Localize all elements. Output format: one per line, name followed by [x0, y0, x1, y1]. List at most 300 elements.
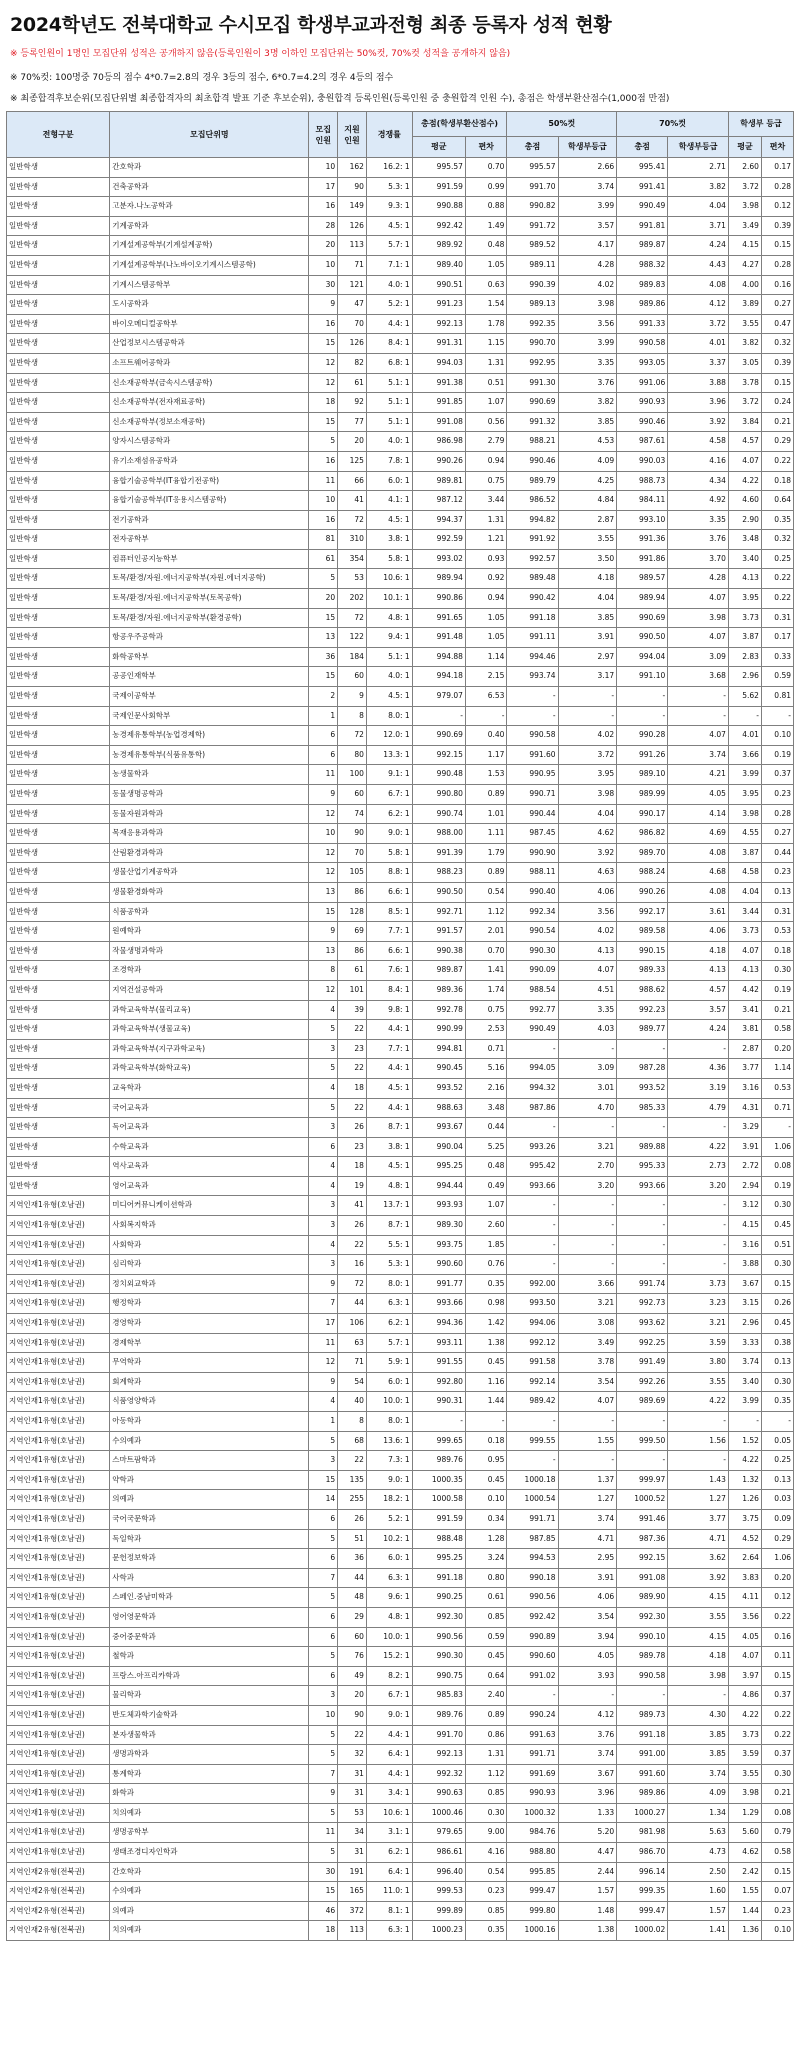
cell-50-grade: 3.21	[558, 1294, 617, 1314]
cell-grade-dev: 0.38	[761, 1333, 793, 1353]
cell-grade-dev: 0.35	[761, 510, 793, 530]
cell-50-grade: 4.71	[558, 1529, 617, 1549]
cell-grade-dev: 0.30	[761, 1764, 793, 1784]
cell-total-avg: 999.65	[412, 1431, 465, 1451]
cell-total-dev: 3.44	[465, 491, 507, 511]
cell-50-grade: -	[558, 1118, 617, 1138]
cell-70-total: 992.30	[617, 1607, 668, 1627]
cell-50-total: 989.48	[507, 569, 558, 589]
cell-total-dev: 1.38	[465, 1333, 507, 1353]
cell-70-grade: 1.57	[668, 1901, 729, 1921]
cell-total-dev: 0.45	[465, 1353, 507, 1373]
cell-50-total: 989.42	[507, 1392, 558, 1412]
cell-total-dev: 1.05	[465, 255, 507, 275]
cell-grade-dev: 0.39	[761, 353, 793, 373]
table-row	[7, 275, 794, 295]
cell-competition-rate: 6.2: 1	[366, 1314, 412, 1334]
cell-total-avg: 993.11	[412, 1333, 465, 1353]
cell-70-total: -	[617, 1118, 668, 1138]
cell-total-dev: 0.71	[465, 1039, 507, 1059]
table-row	[7, 393, 794, 413]
cell-total-dev: 0.35	[465, 1274, 507, 1294]
cell-quota: 16	[309, 451, 338, 471]
cell-total-avg: 995.25	[412, 1157, 465, 1177]
cell-unit-name: 전기공학과	[110, 510, 309, 530]
table-row	[7, 882, 794, 902]
cell-total-dev: 0.30	[465, 1803, 507, 1823]
cell-admission-type: 일반학생	[7, 471, 110, 491]
cell-unit-name: 독일학과	[110, 1529, 309, 1549]
cell-50-total: 990.46	[507, 451, 558, 471]
cell-grade-avg: 3.82	[728, 334, 761, 354]
cell-applicants: 121	[338, 275, 367, 295]
cell-unit-name: 문헌정보학과	[110, 1549, 309, 1569]
cell-grade-avg: 3.89	[728, 295, 761, 315]
cell-quota: 5	[309, 1431, 338, 1451]
cell-50-total: 993.74	[507, 667, 558, 687]
cell-total-dev: 2.15	[465, 667, 507, 687]
cell-unit-name: 역사교육과	[110, 1157, 309, 1177]
cell-total-avg: 993.93	[412, 1196, 465, 1216]
cell-quota: 6	[309, 1627, 338, 1647]
cell-admission-type: 지역인재1유형(호남권)	[7, 1353, 110, 1373]
col-total-avg: 평균	[412, 137, 465, 158]
cell-admission-type: 일반학생	[7, 451, 110, 471]
cell-70-grade: -	[668, 1196, 729, 1216]
cell-total-avg: 1000.58	[412, 1490, 465, 1510]
cell-70-grade: 4.92	[668, 491, 729, 511]
table-row	[7, 745, 794, 765]
cell-grade-avg: 1.36	[728, 1921, 761, 1941]
cell-competition-rate: 4.8: 1	[366, 1176, 412, 1196]
table-row	[7, 451, 794, 471]
cell-competition-rate: 6.2: 1	[366, 1843, 412, 1863]
cell-admission-type: 일반학생	[7, 314, 110, 334]
cell-grade-avg: 3.83	[728, 1568, 761, 1588]
cell-grade-dev: 0.16	[761, 275, 793, 295]
table-row	[7, 1588, 794, 1608]
cell-50-grade: 3.09	[558, 1059, 617, 1079]
cell-quota: 1	[309, 1412, 338, 1432]
table-row	[7, 1843, 794, 1863]
cell-grade-avg: 3.99	[728, 765, 761, 785]
cell-50-total: 990.54	[507, 922, 558, 942]
cell-quota: 20	[309, 236, 338, 256]
cell-quota: 5	[309, 1059, 338, 1079]
cell-grade-dev: 0.19	[761, 745, 793, 765]
cell-70-total: -	[617, 1412, 668, 1432]
cell-total-avg: 989.92	[412, 236, 465, 256]
cell-quota: 6	[309, 1137, 338, 1157]
cell-50-total: 992.00	[507, 1274, 558, 1294]
cell-70-grade: 1.56	[668, 1431, 729, 1451]
cell-grade-dev: 0.23	[761, 863, 793, 883]
cell-70-total: 991.18	[617, 1725, 668, 1745]
cell-total-avg: 991.31	[412, 334, 465, 354]
cell-grade-avg: 3.98	[728, 197, 761, 217]
cell-50-total: 990.56	[507, 1588, 558, 1608]
cell-grade-avg: 4.57	[728, 432, 761, 452]
cell-competition-rate: 7.3: 1	[366, 1451, 412, 1471]
cell-grade-avg: 4.13	[728, 961, 761, 981]
cell-total-avg: 990.26	[412, 451, 465, 471]
cell-grade-avg: 4.86	[728, 1686, 761, 1706]
table-header	[7, 112, 794, 158]
cell-unit-name: 행정학과	[110, 1294, 309, 1314]
cell-applicants: 68	[338, 1431, 367, 1451]
cell-70-grade: 3.77	[668, 1509, 729, 1529]
cell-70-total: 989.87	[617, 236, 668, 256]
table-row	[7, 1294, 794, 1314]
cell-unit-name: 동물자원과학과	[110, 804, 309, 824]
cell-50-grade: 4.07	[558, 1392, 617, 1412]
cell-50-total: 992.34	[507, 902, 558, 922]
cell-50-grade: 3.35	[558, 353, 617, 373]
cell-unit-name: 수의예과	[110, 1882, 309, 1902]
cell-grade-avg: 1.32	[728, 1470, 761, 1490]
cell-70-total: 991.33	[617, 314, 668, 334]
cell-admission-type: 지역인재1유형(호남권)	[7, 1588, 110, 1608]
cell-applicants: 125	[338, 451, 367, 471]
cell-applicants: 53	[338, 1803, 367, 1823]
cell-total-avg: 986.98	[412, 432, 465, 452]
cell-unit-name: 산림환경과학과	[110, 843, 309, 863]
table-row	[7, 353, 794, 373]
cell-70-grade: 4.12	[668, 295, 729, 315]
cell-50-total: 987.85	[507, 1529, 558, 1549]
cell-quota: 1	[309, 706, 338, 726]
cell-50-grade: 3.94	[558, 1627, 617, 1647]
cell-50-total: 1000.16	[507, 1921, 558, 1941]
cell-grade-avg: 3.73	[728, 1725, 761, 1745]
cell-unit-name: 양자시스템공학과	[110, 432, 309, 452]
cell-50-total: -	[507, 1235, 558, 1255]
cell-grade-dev: 0.10	[761, 726, 793, 746]
col-applicants: 지원 인원	[338, 112, 367, 158]
cell-grade-dev: 0.32	[761, 334, 793, 354]
cell-grade-dev: 0.20	[761, 1039, 793, 1059]
cell-50-grade: 3.21	[558, 1137, 617, 1157]
cell-admission-type: 일반학생	[7, 255, 110, 275]
cell-70-total: 1000.27	[617, 1803, 668, 1823]
cell-grade-dev: 0.07	[761, 1882, 793, 1902]
cell-70-total: 990.49	[617, 197, 668, 217]
table-row	[7, 824, 794, 844]
cell-quota: 5	[309, 1725, 338, 1745]
cell-total-avg: 992.80	[412, 1372, 465, 1392]
cell-50-total: 988.21	[507, 432, 558, 452]
cell-competition-rate: 5.5: 1	[366, 1235, 412, 1255]
cell-50-total: 999.55	[507, 1431, 558, 1451]
cell-50-grade: 1.48	[558, 1901, 617, 1921]
table-row	[7, 1764, 794, 1784]
cell-70-total: -	[617, 687, 668, 707]
cell-admission-type: 일반학생	[7, 432, 110, 452]
cell-grade-dev: 0.15	[761, 373, 793, 393]
cell-grade-avg: 4.01	[728, 726, 761, 746]
cell-70-total: 992.17	[617, 902, 668, 922]
cell-70-grade: 4.18	[668, 1647, 729, 1667]
cell-grade-dev: 0.51	[761, 1235, 793, 1255]
cell-unit-name: 지역건설공학과	[110, 980, 309, 1000]
cell-70-total: 989.69	[617, 1392, 668, 1412]
cell-50-grade: 2.44	[558, 1862, 617, 1882]
cell-unit-name: 신소재공학부(정보소재공학)	[110, 412, 309, 432]
cell-grade-avg: 2.64	[728, 1549, 761, 1569]
cell-applicants: 165	[338, 1882, 367, 1902]
cell-grade-dev: 0.32	[761, 530, 793, 550]
cell-50-total: 990.30	[507, 941, 558, 961]
cell-quota: 6	[309, 745, 338, 765]
cell-total-dev: 0.45	[465, 1647, 507, 1667]
cell-competition-rate: 10.0: 1	[366, 1627, 412, 1647]
cell-50-grade: 3.08	[558, 1314, 617, 1334]
cell-unit-name: 아동학과	[110, 1412, 309, 1432]
cell-50-grade: -	[558, 1196, 617, 1216]
cell-50-total: 1000.18	[507, 1470, 558, 1490]
cell-70-total: 990.69	[617, 608, 668, 628]
cell-quota: 9	[309, 922, 338, 942]
cell-unit-name: 분자생물학과	[110, 1725, 309, 1745]
cell-unit-name: 무역학과	[110, 1353, 309, 1373]
cell-50-total: 990.69	[507, 393, 558, 413]
cell-total-dev: 1.28	[465, 1529, 507, 1549]
cell-applicants: 86	[338, 941, 367, 961]
cell-50-total: 987.86	[507, 1098, 558, 1118]
cell-70-total: -	[617, 1039, 668, 1059]
cell-grade-dev: 0.21	[761, 412, 793, 432]
cell-grade-dev: 0.08	[761, 1803, 793, 1823]
cell-70-total: 989.83	[617, 275, 668, 295]
cell-admission-type: 일반학생	[7, 216, 110, 236]
cell-70-total: 991.86	[617, 549, 668, 569]
cell-unit-name: 융합기술공학부(IT응용시스템공학)	[110, 491, 309, 511]
cell-quota: 12	[309, 843, 338, 863]
cell-grade-avg: 3.87	[728, 628, 761, 648]
cell-50-grade: 3.78	[558, 1353, 617, 1373]
cell-total-avg: 990.51	[412, 275, 465, 295]
cell-70-total: 990.26	[617, 882, 668, 902]
cell-50-total: 986.52	[507, 491, 558, 511]
cell-50-grade: 2.70	[558, 1157, 617, 1177]
cell-grade-avg: 3.72	[728, 177, 761, 197]
cell-admission-type: 지역인재1유형(호남권)	[7, 1823, 110, 1843]
cell-70-grade: 3.19	[668, 1078, 729, 1098]
cell-unit-name: 소프트웨어공학과	[110, 353, 309, 373]
cell-total-dev: 0.92	[465, 569, 507, 589]
cell-50-grade: 4.53	[558, 432, 617, 452]
cell-grade-dev: 1.06	[761, 1137, 793, 1157]
cell-grade-avg: 1.52	[728, 1431, 761, 1451]
cell-total-dev: 0.86	[465, 1725, 507, 1745]
cell-grade-avg: 4.11	[728, 1588, 761, 1608]
cell-quota: 12	[309, 804, 338, 824]
cell-grade-dev: 0.15	[761, 1666, 793, 1686]
table-row	[7, 1627, 794, 1647]
table-row	[7, 1372, 794, 1392]
cell-applicants: 41	[338, 1196, 367, 1216]
cell-70-grade: 3.73	[668, 1274, 729, 1294]
cell-competition-rate: 6.3: 1	[366, 1921, 412, 1941]
cell-50-total: 988.80	[507, 1843, 558, 1863]
cell-50-grade: 3.20	[558, 1176, 617, 1196]
cell-total-dev: 2.60	[465, 1216, 507, 1236]
cell-applicants: 72	[338, 608, 367, 628]
cell-70-total: 992.73	[617, 1294, 668, 1314]
cell-quota: 61	[309, 549, 338, 569]
cell-admission-type: 지역인재1유형(호남권)	[7, 1764, 110, 1784]
cell-total-dev: 0.80	[465, 1568, 507, 1588]
cell-competition-rate: 10.6: 1	[366, 1803, 412, 1823]
cell-competition-rate: 6.7: 1	[366, 785, 412, 805]
cell-70-grade: 3.82	[668, 177, 729, 197]
cell-70-grade: 3.96	[668, 393, 729, 413]
cell-grade-avg: 1.55	[728, 1882, 761, 1902]
cell-total-dev: 1.01	[465, 804, 507, 824]
cell-50-grade: 3.92	[558, 843, 617, 863]
cell-admission-type: 일반학생	[7, 197, 110, 217]
cell-unit-name: 통계학과	[110, 1764, 309, 1784]
cell-quota: 3	[309, 1196, 338, 1216]
cell-70-total: 991.41	[617, 177, 668, 197]
cell-competition-rate: 7.7: 1	[366, 1039, 412, 1059]
cell-competition-rate: 9.6: 1	[366, 1588, 412, 1608]
cell-grade-avg: 3.95	[728, 785, 761, 805]
cell-competition-rate: 15.2: 1	[366, 1647, 412, 1667]
cell-50-total: 992.12	[507, 1333, 558, 1353]
cell-total-avg: 991.55	[412, 1353, 465, 1373]
cell-admission-type: 일반학생	[7, 824, 110, 844]
cell-70-grade: 3.62	[668, 1549, 729, 1569]
cell-quota: 16	[309, 510, 338, 530]
cell-unit-name: 농경제유통학부(농업경제학)	[110, 726, 309, 746]
cell-total-avg: 990.86	[412, 589, 465, 609]
cell-50-total: 990.44	[507, 804, 558, 824]
table-row	[7, 1862, 794, 1882]
table-row	[7, 412, 794, 432]
cell-70-grade: 3.59	[668, 1333, 729, 1353]
cell-50-grade: 3.99	[558, 197, 617, 217]
cell-competition-rate: 6.8: 1	[366, 353, 412, 373]
cell-70-total: 988.62	[617, 980, 668, 1000]
cell-admission-type: 지역인재2유형(전북권)	[7, 1901, 110, 1921]
cell-admission-type: 지역인재1유형(호남권)	[7, 1314, 110, 1334]
cell-competition-rate: 4.1: 1	[366, 491, 412, 511]
cell-70-total: 987.61	[617, 432, 668, 452]
cell-admission-type: 일반학생	[7, 863, 110, 883]
cell-unit-name: 건축공학과	[110, 177, 309, 197]
cell-unit-name: 간호학과	[110, 158, 309, 178]
cell-quota: 12	[309, 373, 338, 393]
cell-quota: 15	[309, 902, 338, 922]
cell-grade-avg: 3.49	[728, 216, 761, 236]
cell-admission-type: 지역인재1유형(호남권)	[7, 1196, 110, 1216]
cell-applicants: 22	[338, 1725, 367, 1745]
cell-total-dev: 0.34	[465, 1509, 507, 1529]
cell-50-total: 991.02	[507, 1666, 558, 1686]
table-row	[7, 569, 794, 589]
cell-grade-dev: 0.23	[761, 1901, 793, 1921]
cell-total-avg: 989.76	[412, 1451, 465, 1471]
cell-70-grade: 4.69	[668, 824, 729, 844]
cell-grade-dev: 0.20	[761, 1568, 793, 1588]
cell-unit-name: 기계설계공학부(기계설계공학)	[110, 236, 309, 256]
cell-competition-rate: 3.8: 1	[366, 1137, 412, 1157]
cell-70-total: 990.50	[617, 628, 668, 648]
cell-50-grade: 4.84	[558, 491, 617, 511]
cell-70-grade: 3.85	[668, 1725, 729, 1745]
cell-admission-type: 지역인재1유형(호남권)	[7, 1294, 110, 1314]
cell-50-total: -	[507, 706, 558, 726]
cell-50-total: 987.45	[507, 824, 558, 844]
cell-50-grade: 3.56	[558, 314, 617, 334]
cell-unit-name: 과학교육학부(화학교육)	[110, 1059, 309, 1079]
cell-total-avg: 989.76	[412, 1705, 465, 1725]
cell-admission-type: 일반학생	[7, 608, 110, 628]
cell-grade-avg: 1.44	[728, 1901, 761, 1921]
cell-70-grade: 3.55	[668, 1607, 729, 1627]
cell-quota: 6	[309, 726, 338, 746]
cell-unit-name: 교육학과	[110, 1078, 309, 1098]
cell-grade-avg: 3.41	[728, 1000, 761, 1020]
cell-50-grade: 3.99	[558, 334, 617, 354]
cell-50-total: 993.50	[507, 1294, 558, 1314]
cell-total-dev: 0.40	[465, 726, 507, 746]
table-row	[7, 1607, 794, 1627]
cell-applicants: 20	[338, 1686, 367, 1706]
cell-70-total: 991.06	[617, 373, 668, 393]
cell-quota: 2	[309, 687, 338, 707]
results-table	[6, 111, 794, 1941]
cell-grade-avg: 4.00	[728, 275, 761, 295]
cell-admission-type: 일반학생	[7, 334, 110, 354]
cell-50-grade: 3.57	[558, 216, 617, 236]
cell-total-dev: 0.99	[465, 177, 507, 197]
cell-competition-rate: 5.9: 1	[366, 1353, 412, 1373]
cell-competition-rate: 4.0: 1	[366, 432, 412, 452]
cell-total-avg: 991.23	[412, 295, 465, 315]
cell-admission-type: 일반학생	[7, 491, 110, 511]
cell-quota: 81	[309, 530, 338, 550]
cell-70-total: 989.99	[617, 785, 668, 805]
cell-admission-type: 지역인재1유형(호남권)	[7, 1255, 110, 1275]
cell-competition-rate: 5.7: 1	[366, 1333, 412, 1353]
cell-unit-name: 미디어커뮤니케이션학과	[110, 1196, 309, 1216]
cell-unit-name: 수학교육과	[110, 1137, 309, 1157]
cell-grade-avg: 3.55	[728, 314, 761, 334]
cell-total-dev: 1.41	[465, 961, 507, 981]
table-row	[7, 1509, 794, 1529]
cell-total-avg: 987.12	[412, 491, 465, 511]
cell-70-total: 990.46	[617, 412, 668, 432]
cell-70-total: 991.26	[617, 745, 668, 765]
cell-total-avg: 990.75	[412, 1666, 465, 1686]
cell-quota: 3	[309, 1255, 338, 1275]
cell-total-avg: 992.15	[412, 745, 465, 765]
cell-unit-name: 정치외교학과	[110, 1274, 309, 1294]
cell-70-grade: 3.68	[668, 667, 729, 687]
cell-70-total: 989.90	[617, 1588, 668, 1608]
cell-competition-rate: 5.8: 1	[366, 843, 412, 863]
cell-70-grade: 3.76	[668, 530, 729, 550]
cell-grade-dev: 1.14	[761, 1059, 793, 1079]
cell-70-grade: 4.09	[668, 1784, 729, 1804]
cell-admission-type: 일반학생	[7, 393, 110, 413]
cell-total-dev: 1.15	[465, 334, 507, 354]
note-disclosure-policy: ※ 등록인원이 1명인 모집단위 성적은 공개하지 않음(등록인원이 3명 이하인 모집단위는 50%컷, 70%컷 성적을 공개하지 않음)	[10, 49, 511, 59]
cell-50-grade: 4.02	[558, 726, 617, 746]
cell-grade-dev: 0.31	[761, 608, 793, 628]
